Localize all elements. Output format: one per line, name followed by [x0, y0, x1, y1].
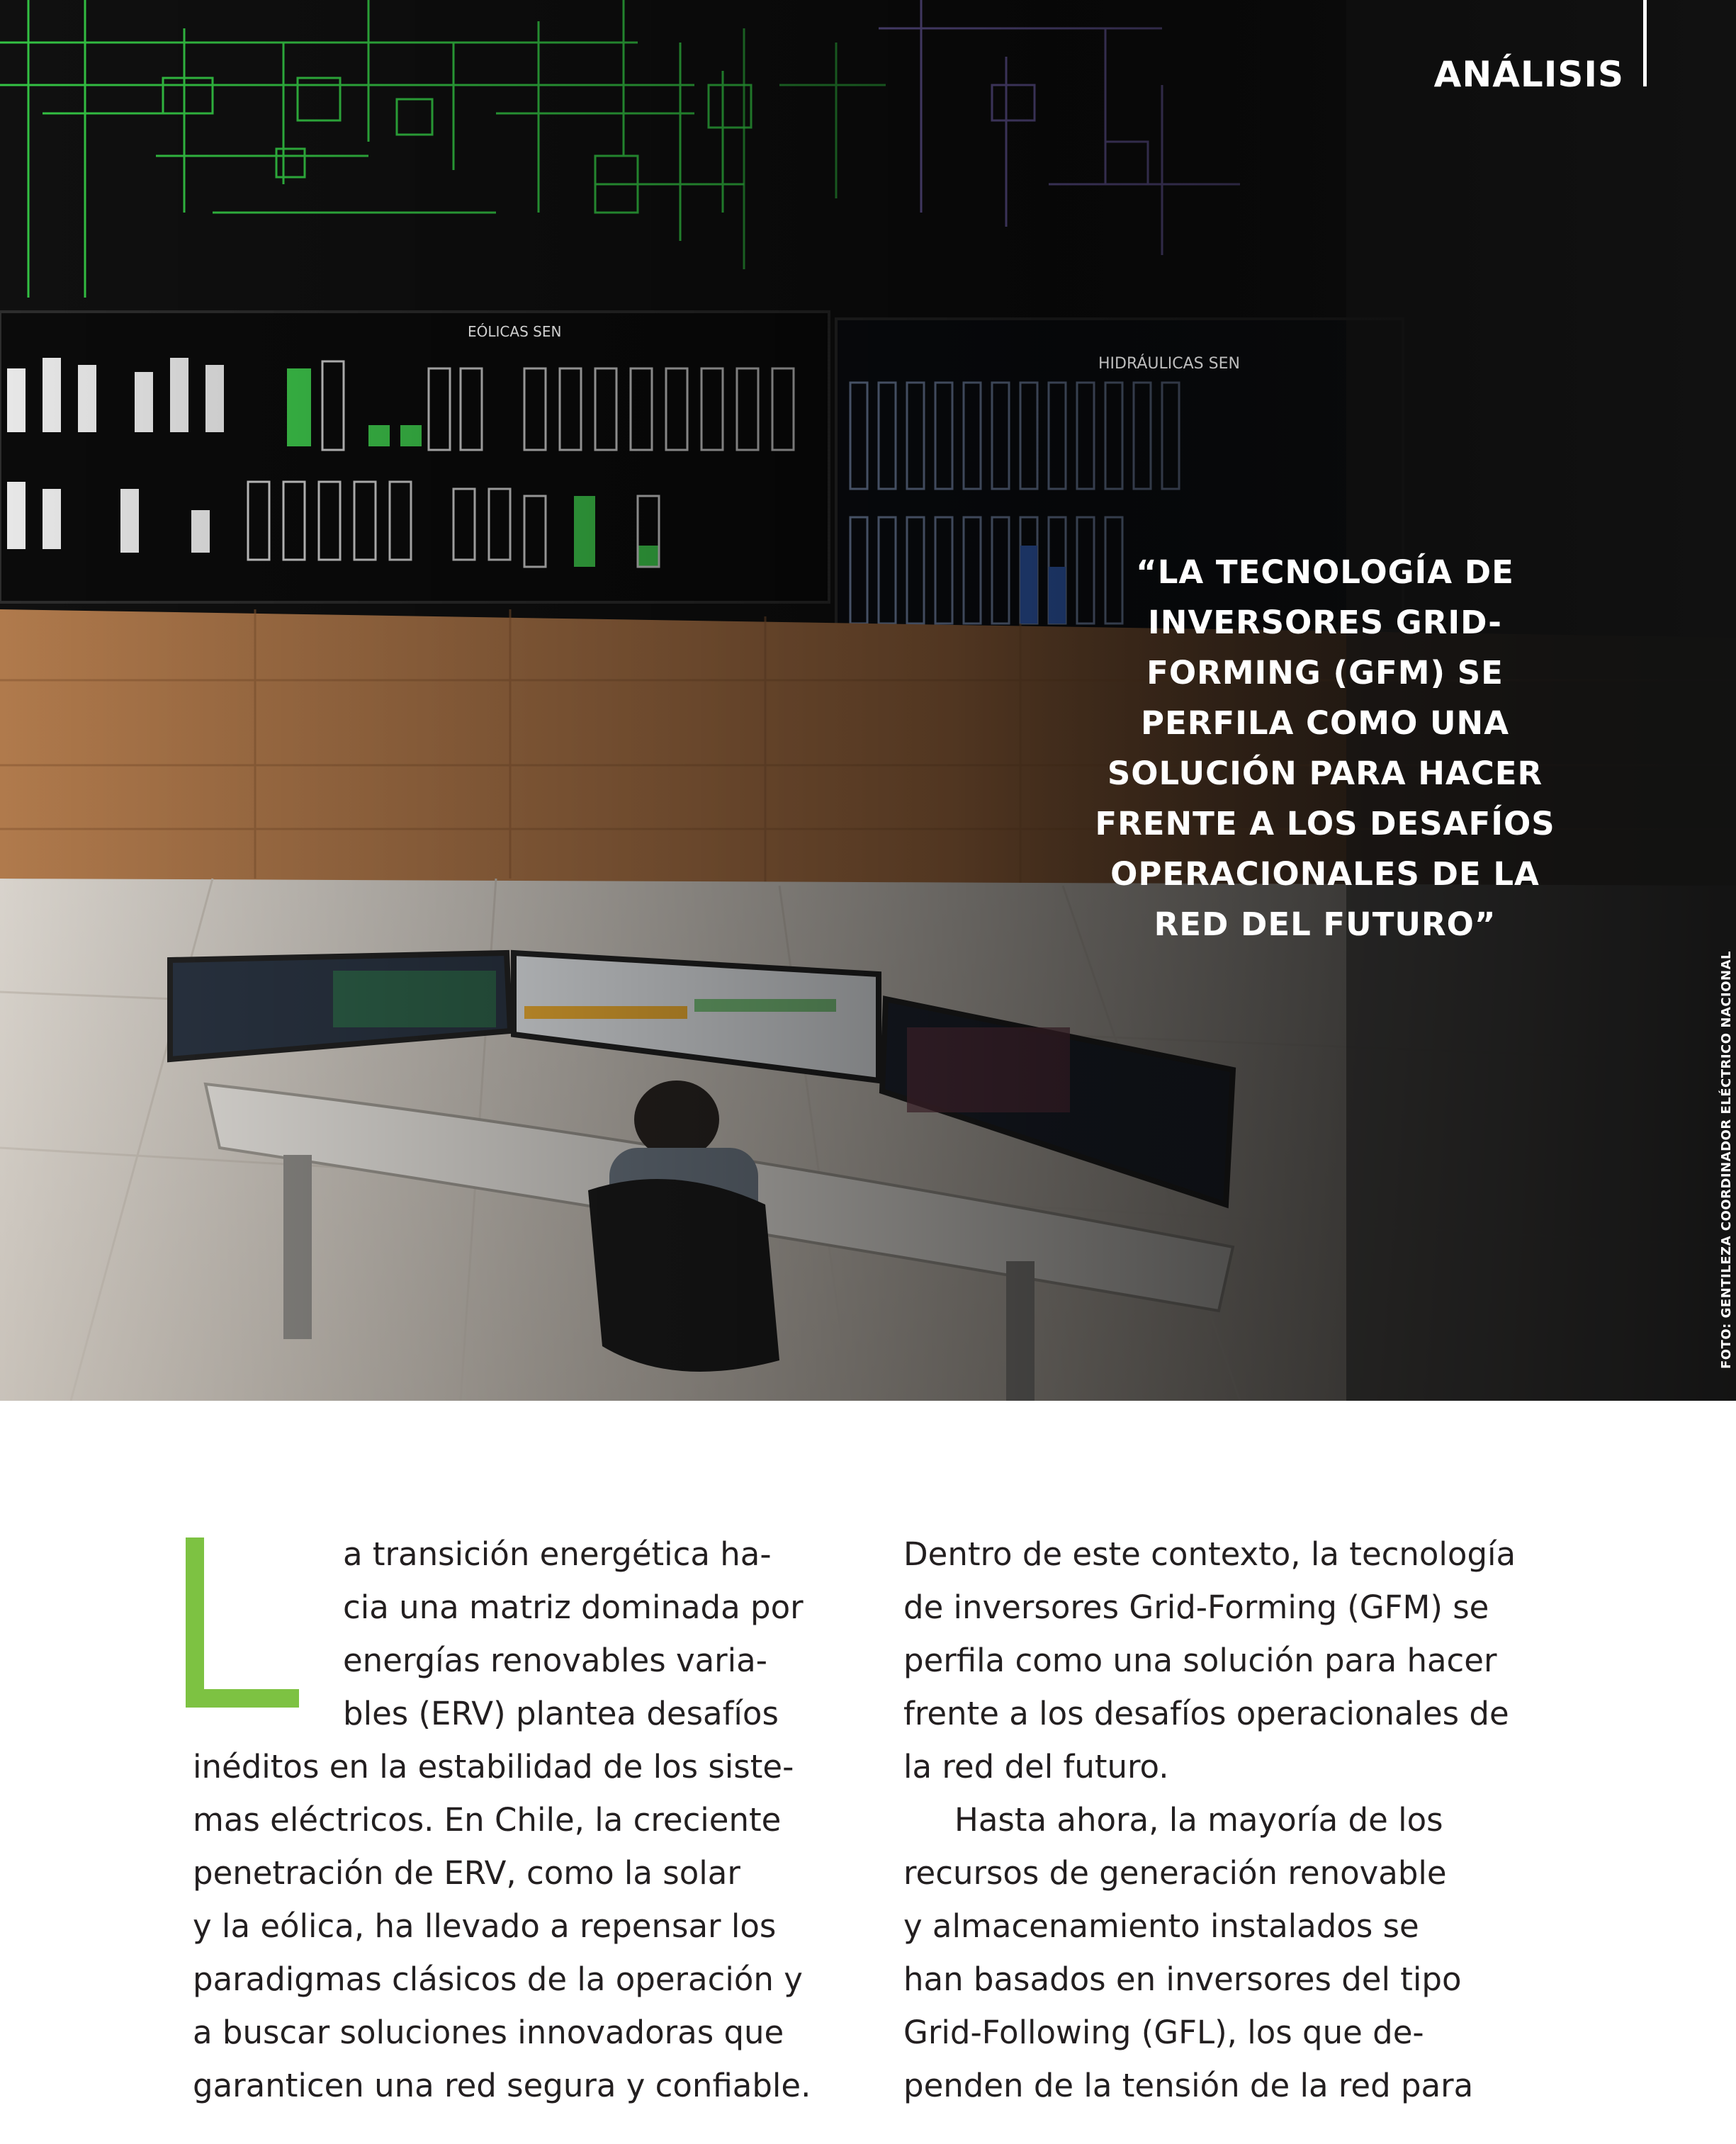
section-label: ANÁLISIS — [1433, 54, 1624, 95]
text-line: penden de la tensión de la red para — [903, 2067, 1474, 2104]
text-line: mas eléctricos. En Chile, la creciente — [193, 1801, 782, 1839]
article-paragraph — [903, 1528, 1584, 1793]
text-line: de inversores Grid-Forming (GFM) se — [903, 1589, 1489, 1626]
text-line: penetración de ERV, como la solar — [193, 1854, 740, 1892]
text-line: Grid-Following (GFL), los que de- — [903, 2014, 1424, 2051]
pull-quote-line: “LA TECNOLOGÍA DE — [1136, 553, 1514, 591]
text-line: y almacenamiento instalados se — [903, 1907, 1419, 1945]
section-rule — [1643, 0, 1647, 86]
text-line: recursos de generación renovable — [903, 1854, 1447, 1892]
pull-quote-line: SOLUCIÓN PARA HACER — [1107, 755, 1543, 792]
text-line: bles (ERV) plantea desafíos — [343, 1695, 779, 1732]
text-line: paradigmas clásicos de la operación y — [193, 1960, 803, 1998]
article-column-right — [903, 1528, 1584, 2112]
article-paragraph — [193, 1528, 859, 2112]
text-line: han basados en inversores del tipo — [903, 1960, 1462, 1998]
text-line: a transición energética ha- — [343, 1535, 772, 1573]
text-line: a buscar soluciones innovadoras que — [193, 2014, 784, 2051]
article-paragraph — [903, 1793, 1584, 2112]
text-line: cia una matriz dominada por — [343, 1589, 804, 1626]
text-line: inéditos en la estabilidad de los siste- — [193, 1748, 794, 1785]
text-line: perfila como una solución para hacer — [903, 1642, 1497, 1679]
pull-quote-line: INVERSORES GRID- — [1148, 604, 1502, 641]
text-line: la red del futuro. — [903, 1748, 1169, 1785]
pull-quote — [1077, 547, 1573, 949]
text-line: Hasta ahora, la mayoría de los — [954, 1801, 1443, 1839]
text-line: Dentro de este contexto, la tecnología — [903, 1535, 1516, 1573]
text-line: energías renovables varia- — [343, 1642, 767, 1679]
pull-quote-line: OPERACIONALES DE LA — [1110, 855, 1540, 893]
pull-quote-line: RED DEL FUTURO” — [1154, 905, 1497, 943]
text-line: y la eólica, ha llevado a repensar los — [193, 1907, 777, 1945]
text-line: garanticen una red segura y confiable. — [193, 2067, 811, 2104]
panel-label-hidraulicas: HIDRÁULICAS SEN — [1098, 355, 1240, 373]
text-line: frente a los desafíos operacionales de — [903, 1695, 1509, 1732]
pull-quote-line: PERFILA COMO UNA — [1140, 704, 1510, 742]
photo-credit: FOTO: GENTILEZA COORDINADOR ELÉCTRICO NACIONAL — [1719, 951, 1734, 1369]
article-column-left — [193, 1528, 859, 2112]
pull-quote-line: FORMING (GFM) SE — [1146, 654, 1504, 692]
pull-quote-line: FRENTE A LOS DESAFÍOS — [1095, 805, 1555, 842]
panel-label-eolicas: EÓLICAS SEN — [468, 323, 562, 340]
